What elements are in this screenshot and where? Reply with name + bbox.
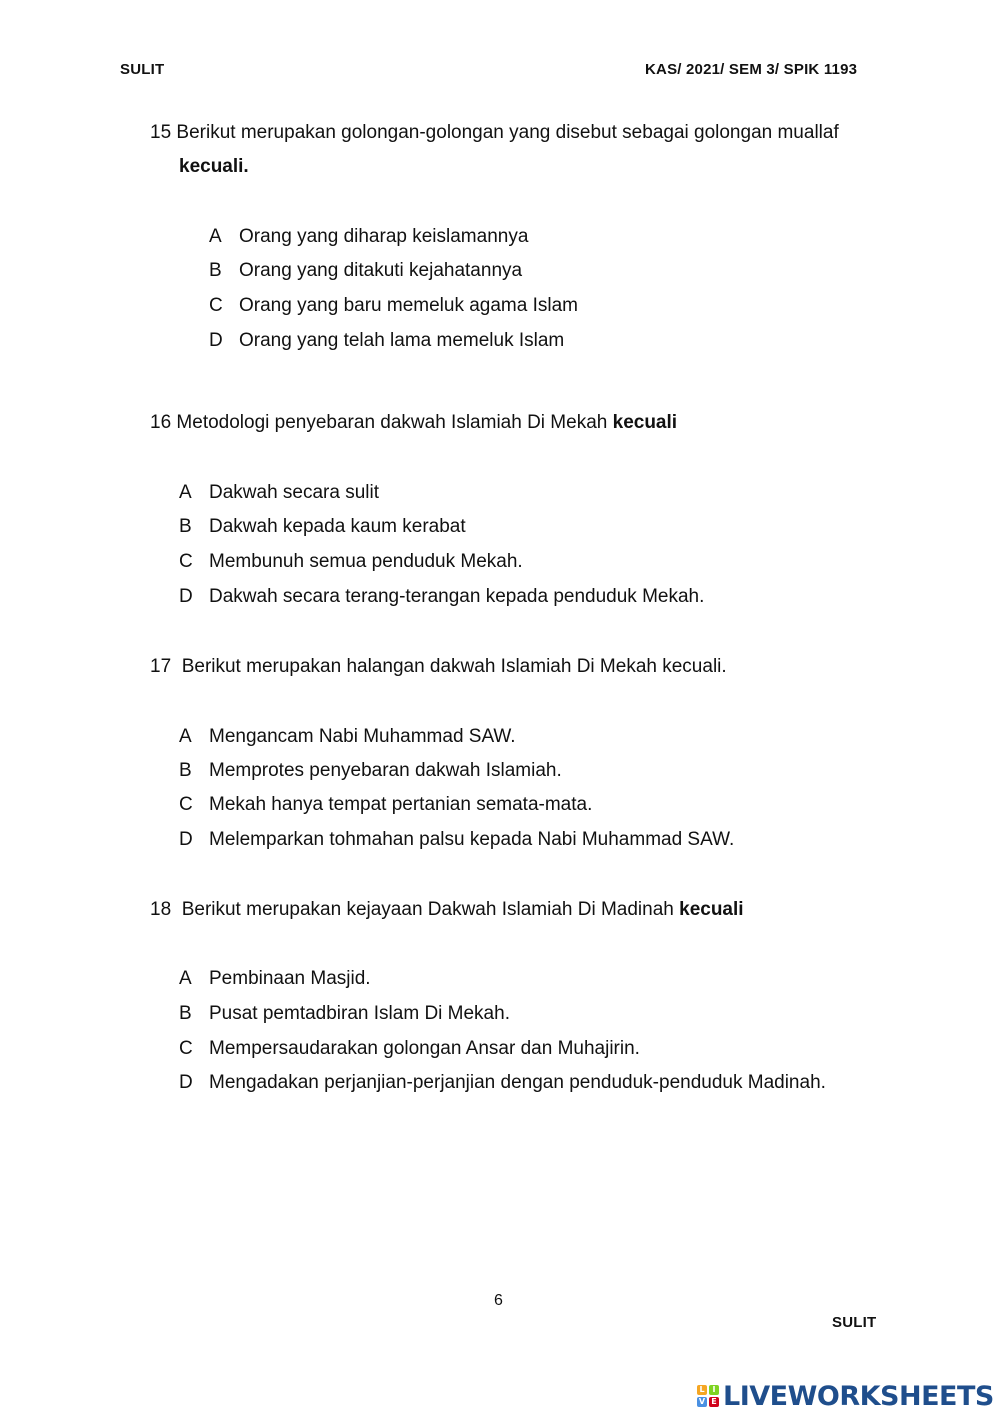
question-keyword: kecuali.	[179, 156, 249, 177]
question-text: Berikut merupakan halangan dakwah Islamiah Di Mekah kecuali.	[181, 656, 727, 677]
option-text: Orang yang ditakuti kejahatannya	[239, 260, 523, 281]
option-16-a[interactable]	[179, 481, 379, 505]
option-17-b[interactable]	[179, 759, 562, 783]
question-number: 17	[150, 656, 172, 677]
option-text: Dakwah kepada kaum kerabat	[209, 516, 466, 537]
option-15-d[interactable]	[209, 329, 564, 353]
option-text: Melemparkan tohmahan palsu kepada Nabi Muhammad SAW.	[209, 829, 735, 850]
question-line	[150, 411, 677, 435]
header-left: SULIT	[120, 61, 165, 78]
option-18-d[interactable]	[179, 1071, 826, 1095]
liveworksheets-logo	[697, 1379, 994, 1413]
option-letter: C	[179, 794, 193, 815]
option-text: Pembinaan Masjid.	[209, 968, 371, 989]
option-text: Orang yang telah lama memeluk Islam	[239, 330, 565, 351]
option-15-a[interactable]	[209, 225, 528, 249]
option-15-b[interactable]	[209, 259, 522, 283]
option-text: Mempersaudarakan golongan Ansar dan Muhajirin.	[209, 1038, 640, 1059]
option-17-a[interactable]	[179, 725, 516, 749]
option-text: Dakwah secara terang-terangan kepada penduduk Mekah.	[209, 586, 705, 607]
option-text: Mengadakan perjanjian-perjanjian dengan penduduk-penduduk Madinah.	[209, 1072, 826, 1093]
question-text: Berikut merupakan golongan-golongan yang disebut sebagai golongan muallaf	[176, 122, 839, 143]
logo-tile-i: I	[709, 1385, 719, 1395]
option-text: Pusat pemtadbiran Islam Di Mekah.	[209, 1003, 510, 1024]
question-line	[150, 655, 727, 679]
option-text: Mekah hanya tempat pertanian semata-mata.	[209, 794, 593, 815]
logo-tile-e: E	[709, 1397, 719, 1407]
option-letter: A	[179, 726, 192, 747]
option-text: Memprotes penyebaran dakwah Islamiah.	[209, 760, 562, 781]
option-letter: C	[179, 1038, 193, 1059]
question-text: Metodologi penyebaran dakwah Islamiah Di Mekah	[176, 412, 608, 433]
option-letter: C	[209, 295, 223, 316]
option-18-b[interactable]	[179, 1002, 510, 1026]
option-15-c[interactable]	[209, 294, 578, 318]
question-number: 18	[150, 899, 172, 920]
option-letter: D	[179, 829, 193, 850]
question-line	[150, 898, 744, 922]
logo-tile-l: L	[697, 1385, 707, 1395]
option-16-c[interactable]	[179, 550, 523, 574]
liveworksheets-wordmark: LIVEWORKSHEETS	[723, 1380, 994, 1412]
option-letter: D	[179, 586, 193, 607]
question-number: 16	[150, 412, 172, 433]
option-letter: B	[179, 516, 192, 537]
question-number: 15	[150, 122, 172, 143]
option-17-d[interactable]	[179, 828, 734, 852]
option-letter: D	[179, 1072, 193, 1093]
option-18-a[interactable]	[179, 967, 371, 991]
option-text: Mengancam Nabi Muhammad SAW.	[209, 726, 516, 747]
option-text: Orang yang baru memeluk agama Islam	[239, 295, 578, 316]
page-number: 6	[494, 1292, 503, 1309]
option-letter: D	[209, 330, 223, 351]
option-text: Orang yang diharap keislamannya	[239, 226, 529, 247]
option-letter: A	[179, 968, 192, 989]
liveworksheets-icon	[697, 1385, 719, 1407]
option-text: Dakwah secara sulit	[209, 482, 380, 503]
question-keyword: kecuali	[679, 899, 744, 920]
option-letter: A	[179, 482, 192, 503]
option-letter: A	[209, 226, 222, 247]
question-keyword: kecuali	[612, 412, 678, 433]
option-17-c[interactable]	[179, 793, 592, 817]
option-text: Membunuh semua penduduk Mekah.	[209, 551, 523, 572]
question-text: Berikut merupakan kejayaan Dakwah Islamiah Di Madinah	[181, 899, 674, 920]
footer-right: SULIT	[832, 1314, 877, 1331]
option-letter: B	[179, 1003, 192, 1024]
option-letter: B	[179, 760, 192, 781]
option-letter: C	[179, 551, 193, 572]
option-18-c[interactable]	[179, 1037, 640, 1061]
option-16-d[interactable]	[179, 585, 704, 609]
question-line	[150, 121, 839, 145]
header-right: KAS/ 2021/ SEM 3/ SPIK 1193	[645, 61, 858, 78]
option-16-b[interactable]	[179, 515, 466, 539]
option-letter: B	[209, 260, 222, 281]
logo-tile-v: V	[698, 1397, 706, 1406]
